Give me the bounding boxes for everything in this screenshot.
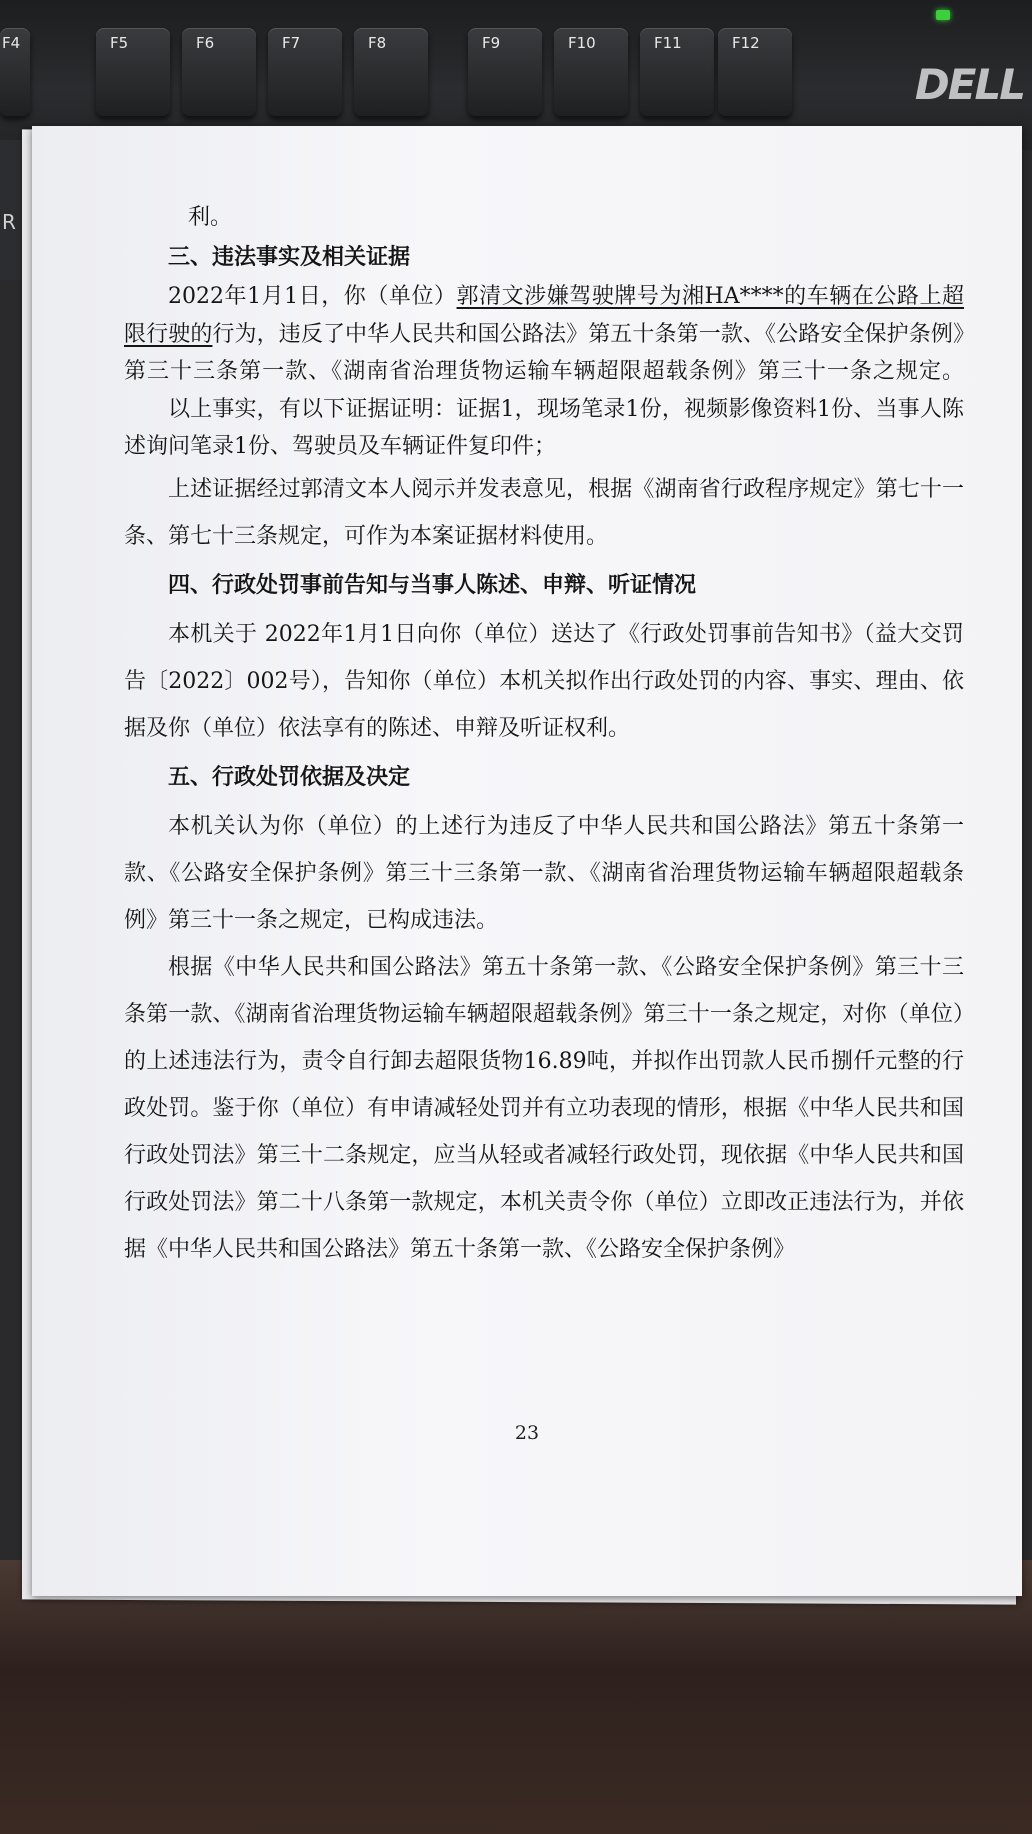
key-f5: F5 [96, 28, 170, 116]
paragraph-3-2: 以上事实，有以下证据证明：证据1，现场笔录1份，视频影像资料1份、当事人陈述询问笔录1份、驾驶员及车辆证件复印件； [124, 396, 964, 459]
underlined-text: 郭清文涉嫌驾驶牌号为湘HA****的车辆在公路上超限行驶的 [124, 284, 965, 347]
status-led-icon [936, 10, 950, 20]
section-heading-5: 五、行政处罚依据及决定 [168, 763, 411, 790]
key-f9: F9 [468, 28, 542, 116]
side-key: R [0, 140, 22, 280]
key-f4: F4 [0, 28, 30, 116]
section-heading-4: 四、行政处罚事前告知与当事人陈述、申辩、听证情况 [168, 571, 697, 598]
document-body [124, 199, 964, 1273]
text-continuation: 利。 [188, 205, 233, 230]
paragraph-5-1: 本机关认为你（单位）的上述行为违反了中华人民共和国公路法》第五十条第一款、《公路安全保护条例》第三十三条第一款、《湖南省治理货物运输车辆超限超载条例》第三十一条之规定，已构成违法。 [124, 813, 964, 933]
paragraph-3-3: 上述证据经过郭清文本人阅示并发表意见，根据《湖南省行政程序规定》第七十一条、第七十三条规定，可作为本案证据材料使用。 [124, 476, 964, 549]
document-page [32, 126, 1022, 1596]
key-f12: F12 [718, 28, 792, 116]
text-run: 2022年1月1日，你（单位） [168, 284, 457, 309]
key-f8: F8 [354, 28, 428, 116]
paragraph-3-1 [124, 278, 964, 391]
dell-logo: DELL [914, 60, 1024, 109]
text-run: 行为，违反了中华人民共和国公路法》第五十条第一款、《公路安全保护条例》第三十三条第一款、《湖南省治理货物运输车辆超限超载条例》第三十一条之规定。 [124, 321, 964, 384]
key-f7: F7 [268, 28, 342, 116]
paragraph-5-2: 根据《中华人民共和国公路法》第五十条第一款、《公路安全保护条例》第三十三条第一款、《湖南省治理货物运输车辆超限超载条例》第三十一条之规定，对你（单位）的上述违法行为，责令自行卸去超限货物16.89吨，并拟作出罚款人民币捌仟元整的行政处罚。鉴于你（单位）有申请减轻处罚并有立功表现的情形，根据《中华人民共和国行政处罚法》第三十二条规定，应当从轻或者减轻行政处罚，现依据《中华人民共和国行政处罚法》第二十八条第一款规定，本机关责令你（单位）立即改正违法行为，并依据《中华人民共和国公路法》第五十条第一款、《公路安全保护条例》 [124, 954, 964, 1262]
section-heading-3: 三、违法事实及相关证据 [168, 243, 411, 270]
page-number: 23 [514, 1422, 540, 1444]
key-f10: F10 [554, 28, 628, 116]
key-f6: F6 [182, 28, 256, 116]
key-f11: F11 [640, 28, 714, 116]
paragraph-4-1: 本机关于 2022年1月1日向你（单位）送达了《行政处罚事前告知书》（益大交罚告〔2022〕002号），告知你（单位）本机关拟作出行政处罚的内容、事实、理由、依据及你（单位）依法享有的陈述、申辩及听证权利。 [124, 621, 964, 741]
